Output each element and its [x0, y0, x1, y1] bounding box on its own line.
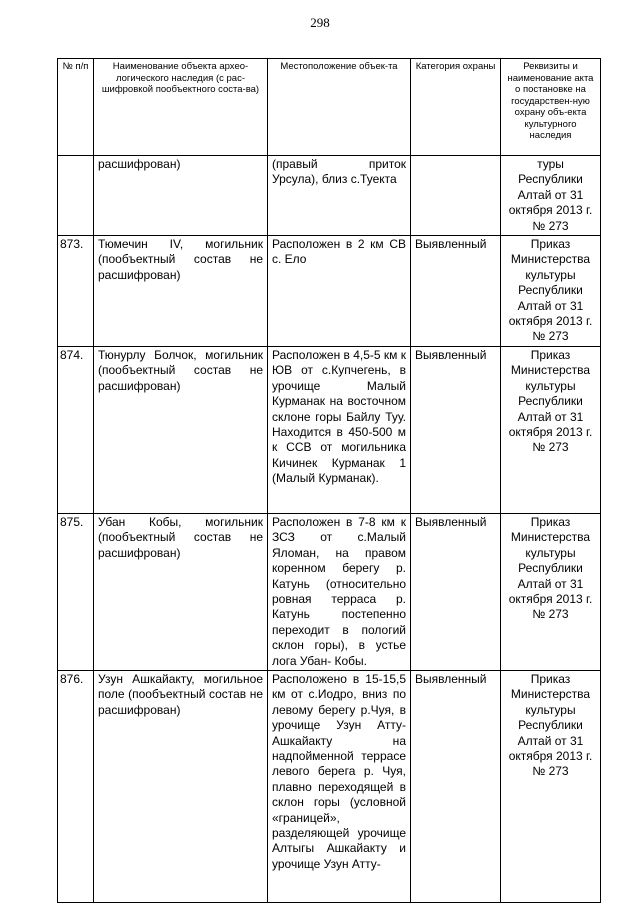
row-category: Выявленный: [411, 346, 501, 513]
table-header-row: [58, 59, 601, 156]
header-category: Категория охраны: [411, 59, 501, 156]
row-location: Расположен в 4,5-5 км к ЮВ от с.Купчегень, в урочище Малый Курманак на восточном склоне горы Байлу Туу. Находится в 450-500 м к ССВ от могильника Кичинек Курманак 1 (Малый Курманак).: [268, 346, 411, 513]
row-name: Тюнурлу Болчок, могильник (пообъектный состав не расшифрован): [94, 346, 268, 513]
row-category: [411, 156, 501, 236]
row-category: Выявленный: [411, 670, 501, 902]
row-num: 874.: [58, 346, 94, 513]
table-row: [58, 156, 601, 236]
row-num: 876.: [58, 670, 94, 902]
row-act: Приказ Министерства культуры Республики Алтай от 31 октября 2013 г. № 273: [501, 236, 601, 347]
row-location: Расположен в 2 км СВ с. Ело: [268, 236, 411, 347]
row-num: [58, 156, 94, 236]
header-num: № п/п: [58, 59, 94, 156]
row-location: (правый приток Урсула), близ с.Туекта: [268, 156, 411, 236]
row-act: Приказ Министерства культуры Республики Алтай от 31 октября 2013 г. № 273: [501, 346, 601, 513]
table-row: [58, 236, 601, 347]
table-row: [58, 513, 601, 670]
row-category: Выявленный: [411, 513, 501, 670]
row-location: Расположено в 15-15,5 км от с.Иодро, вниз по левому берегу р.Чуя, в урочище Узун Атту-Ашкайакту на надпойменной террасе левого берега р. Чуя, плавно переходящей в склон горы (условной «границей», разделяющей урочище Алтыгы Ашкайакту и урочище Узун Атту-: [268, 670, 411, 902]
table-row: [58, 346, 601, 513]
header-act: Реквизиты и наименование акта о постановке на государствен-ную охрану объ-екта культурного наследия: [501, 59, 601, 156]
row-act: туры Республики Алтай от 31 октября 2013 г. № 273: [501, 156, 601, 236]
row-name: расшифрован): [94, 156, 268, 236]
table-row: [58, 670, 601, 902]
row-num: 875.: [58, 513, 94, 670]
row-num: 873.: [58, 236, 94, 347]
row-act: Приказ Министерства культуры Республики Алтай от 31 октября 2013 г. № 273: [501, 513, 601, 670]
heritage-objects-table: [57, 58, 601, 903]
row-location: Расположен в 7-8 км к ЗСЗ от с.Малый Яломан, на правом коренном берегу р. Катунь (относительно ровная терраса р. Катунь постепенно переходит в пологий склон горы), в устье лога Убан- Кобы.: [268, 513, 411, 670]
page-number: 298: [310, 15, 330, 30]
header-name: Наименование объекта архео-логического наследия (с рас-шифровкой пообъектного соста-ва): [94, 59, 268, 156]
header-location: Местоположение объек-та: [268, 59, 411, 156]
row-name: Тюмечин IV, могильник (пообъектный состав не расшифрован): [94, 236, 268, 347]
row-act: Приказ Министерства культуры Республики Алтай от 31 октября 2013 г. № 273: [501, 670, 601, 902]
row-name: Узун Ашкайакту, могильное поле (пообъектный состав не расшифрован): [94, 670, 268, 902]
row-category: Выявленный: [411, 236, 501, 347]
row-name: Убан Кобы, могильник (пообъектный состав не расшифрован): [94, 513, 268, 670]
